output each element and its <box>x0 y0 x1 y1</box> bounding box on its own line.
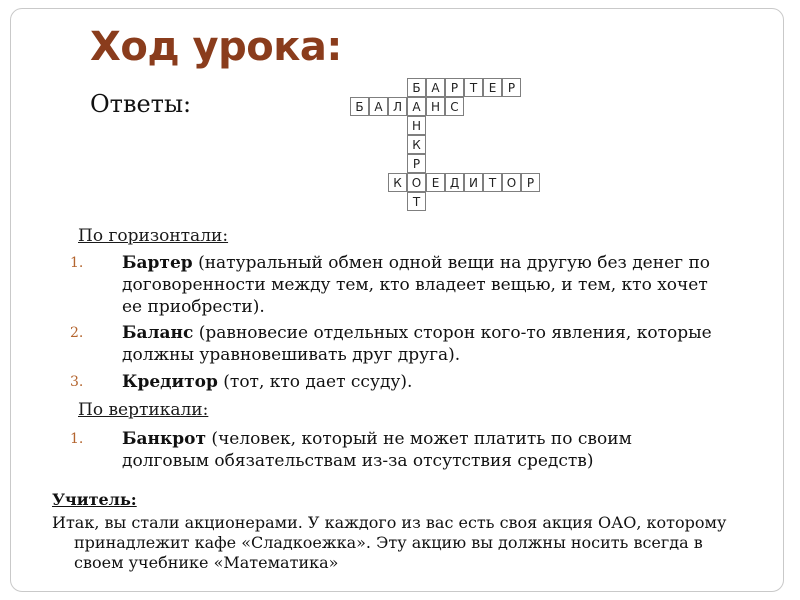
crossword-cell: О <box>502 173 521 192</box>
crossword-cell: Д <box>445 173 464 192</box>
crossword-cell: Б <box>350 97 369 116</box>
teacher-text-body: Итак, вы стали акционерами. У каждого из вас есть своя акция ОАО, которому принадлежит кафе «Сладкоежка». Эту акцию вы должны носить всегда в своем учебнике «Математика» <box>52 513 727 572</box>
crossword-cell: К <box>407 135 426 154</box>
crossword-cell: О <box>407 173 426 192</box>
crossword-cell: Т <box>464 78 483 97</box>
answer-definition: (человек, который не может платить по своим долговым обязательствам из-за отсутствия средств) <box>122 429 632 471</box>
crossword-cell: А <box>407 97 426 116</box>
answer-definition: (натуральный обмен одной вещи на другую без денег по договоренности между тем, кто владеет вещью, и тем, кто хочет ее приобрести). <box>122 253 711 317</box>
crossword-cell: Р <box>502 78 521 97</box>
crossword-cell: Т <box>483 173 502 192</box>
crossword-cell: Т <box>407 192 426 211</box>
crossword-cell: С <box>445 97 464 116</box>
vertical-heading: По вертикали: <box>78 400 209 420</box>
crossword-cell: Р <box>407 154 426 173</box>
crossword-cell: Н <box>426 97 445 116</box>
crossword-cell: Е <box>483 78 502 97</box>
answer-term: Бартер <box>122 253 193 273</box>
list-number: 2. <box>70 325 84 341</box>
crossword-cell: Е <box>426 173 445 192</box>
answer-term: Баланс <box>122 323 194 343</box>
crossword-cell: Н <box>407 116 426 135</box>
slide-title: Ход урока: <box>90 24 342 70</box>
crossword-cell: И <box>464 173 483 192</box>
list-number: 1. <box>70 431 84 447</box>
answers-label: Ответы: <box>90 90 192 118</box>
answer-definition: (равновесие отдельных сторон кого-то явления, которые должны уравновешивать друг друга). <box>122 323 712 365</box>
crossword-cell: А <box>369 97 388 116</box>
crossword-cell: Л <box>388 97 407 116</box>
answer-term: Кредитор <box>122 372 218 392</box>
teacher-label: Учитель: <box>52 490 137 509</box>
horizontal-heading: По горизонтали: <box>78 226 229 246</box>
answer-term: Банкрот <box>122 429 207 449</box>
crossword-cell: К <box>388 173 407 192</box>
list-number: 3. <box>70 374 84 390</box>
answer-definition: (тот, кто дает ссуду). <box>217 372 413 392</box>
crossword-cell: Р <box>521 173 540 192</box>
crossword-cell: Р <box>445 78 464 97</box>
crossword-cell: А <box>426 78 445 97</box>
crossword-cell: Б <box>407 78 426 97</box>
list-number: 1. <box>70 255 84 271</box>
teacher-text <box>52 513 742 573</box>
